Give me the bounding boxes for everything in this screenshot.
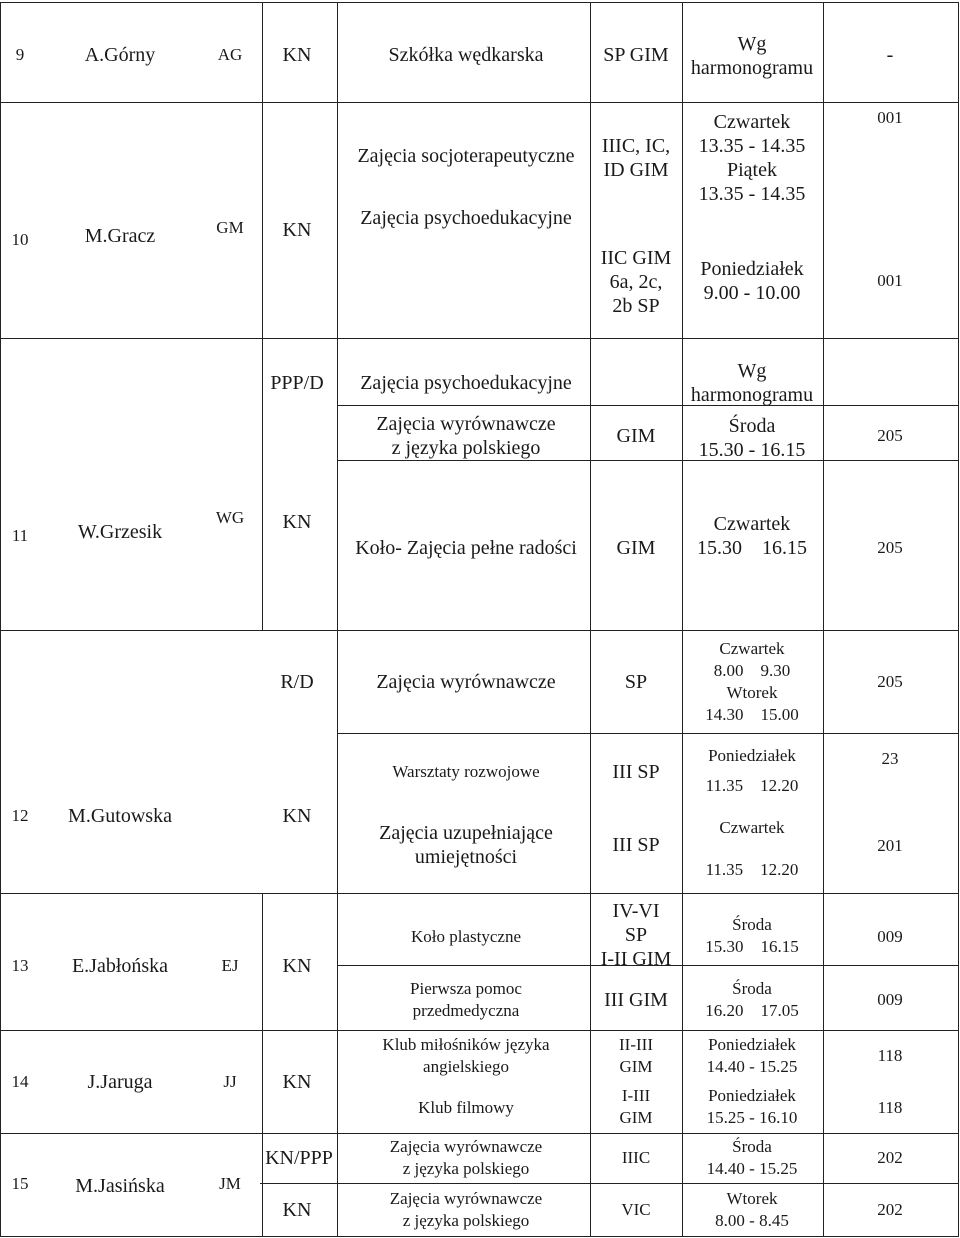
time-line: Środa xyxy=(728,415,776,437)
activity-line: z języka polskiego xyxy=(391,437,541,459)
time-line: 16.20 17.05 xyxy=(705,1001,799,1020)
activity-name xyxy=(379,821,553,869)
time-line: Poniedziałek xyxy=(708,1035,796,1054)
activity-name: Klub filmowy xyxy=(418,1098,514,1117)
activity-name: Zajęcia psychoedukacyjne xyxy=(360,207,572,229)
room-number: - xyxy=(886,44,894,66)
activity-group xyxy=(619,1034,653,1078)
time-line: 13.35 - 14.35 xyxy=(698,135,806,157)
time-line: Wtorek xyxy=(726,1189,778,1208)
time-line: harmonogramu xyxy=(690,384,814,406)
group-line: 2b SP xyxy=(612,295,660,317)
activity-line: Zajęcia wyrównawcze xyxy=(389,1189,543,1208)
time-line: Środa xyxy=(732,1137,772,1156)
activity-time xyxy=(707,1034,798,1078)
activity-time xyxy=(715,1188,789,1232)
activity-type: KN xyxy=(282,511,312,533)
room-number: 009 xyxy=(877,927,903,946)
activity-time xyxy=(707,1085,798,1129)
time-line: 15.30 16.15 xyxy=(705,937,799,956)
time-line: 11.35 12.20 xyxy=(705,776,799,795)
activity-line: Klub miłośników języka xyxy=(382,1035,550,1054)
teacher-initials: AG xyxy=(217,45,243,64)
activity-group: GIM xyxy=(616,425,656,447)
teacher-initials: EJ xyxy=(221,956,239,975)
row-divider xyxy=(0,1133,958,1134)
activity-name: Koło- Zajęcia pełne radości xyxy=(355,537,577,559)
time-line: Poniedziałek xyxy=(700,258,804,280)
activity-name: Zajęcia socjoterapeutyczne xyxy=(357,145,575,167)
activity-time xyxy=(697,512,807,560)
activity-line: Zajęcia wyrównawcze xyxy=(389,1137,543,1156)
activity-group: III SP xyxy=(612,834,660,856)
cell-divider xyxy=(337,460,958,461)
activity-name xyxy=(382,1034,549,1078)
cell-divider xyxy=(337,405,958,406)
activity-name: Szkółka wędkarska xyxy=(388,44,544,66)
col-divider xyxy=(958,2,959,1237)
activity-name xyxy=(410,978,522,1022)
teacher-name: W.Grzesik xyxy=(77,521,163,543)
time-line: Środa xyxy=(732,979,772,998)
activity-type: R/D xyxy=(280,671,314,693)
time-line: harmonogramu xyxy=(690,57,814,79)
activity-name: Zajęcia psychoedukacyjne xyxy=(360,372,572,394)
room-number: 001 xyxy=(877,108,903,127)
row-divider xyxy=(0,630,958,631)
teacher-name: J.Jaruga xyxy=(87,1071,153,1093)
time-line xyxy=(706,767,799,775)
col-divider xyxy=(0,2,1,1237)
activity-name: Koło plastyczne xyxy=(411,927,521,946)
room-number: 202 xyxy=(877,1200,903,1219)
teacher-initials: WG xyxy=(215,508,245,527)
activity-line: angielskiego xyxy=(423,1057,509,1076)
activity-line: umiejętności xyxy=(414,846,518,868)
room-number: 118 xyxy=(877,1046,903,1065)
time-line xyxy=(706,839,799,859)
time-line: 14.30 15.00 xyxy=(705,705,799,724)
activity-type: KN xyxy=(282,805,312,827)
group-line: GIM xyxy=(619,1108,653,1127)
activity-type: PPP/D xyxy=(270,372,324,394)
activity-time xyxy=(691,32,813,80)
activity-group xyxy=(619,1085,652,1129)
row-number: 10 xyxy=(11,230,29,249)
row-number: 14 xyxy=(11,1072,29,1091)
teacher-name: M.Gracz xyxy=(84,225,156,247)
activity-time xyxy=(707,1136,798,1180)
activity-time xyxy=(699,110,806,206)
activity-name: Warsztaty rozwojowe xyxy=(392,762,540,781)
row-number: 9 xyxy=(15,45,25,64)
row-divider xyxy=(0,338,958,339)
group-line: I-III xyxy=(621,1086,651,1105)
teacher-name: E.Jabłońska xyxy=(71,955,169,977)
row-divider xyxy=(0,2,958,3)
row-divider xyxy=(0,1030,958,1031)
col-divider xyxy=(337,2,338,1237)
time-line: Czwartek xyxy=(719,818,785,837)
time-line: Czwartek xyxy=(719,639,785,658)
activity-name xyxy=(390,1188,542,1232)
activity-time xyxy=(705,914,799,958)
row-divider xyxy=(0,893,958,894)
col-divider xyxy=(682,2,683,1237)
time-line: 15.30 16.15 xyxy=(697,537,807,559)
activity-group: III GIM xyxy=(604,989,668,1011)
activity-time xyxy=(706,745,799,797)
group-line: GIM xyxy=(619,1057,653,1076)
time-line: Czwartek xyxy=(713,111,791,133)
activity-line: z języka polskiego xyxy=(402,1211,530,1230)
cell-divider xyxy=(337,733,958,734)
time-line: 14.40 - 15.25 xyxy=(706,1159,798,1178)
room-number: 201 xyxy=(877,836,903,855)
activity-type: KN xyxy=(282,955,312,977)
activity-group: III SP xyxy=(612,761,660,783)
row-number: 11 xyxy=(11,526,29,545)
time-line: 8.00 - 8.45 xyxy=(715,1211,789,1230)
activity-time xyxy=(699,414,806,462)
group-line: IIC GIM xyxy=(600,247,672,269)
activity-group xyxy=(602,134,670,182)
activity-group xyxy=(601,899,672,971)
time-line: Poniedziałek xyxy=(708,1086,796,1105)
activity-time xyxy=(705,638,799,726)
activity-line: Pierwsza pomoc xyxy=(410,979,522,998)
activity-type: KN xyxy=(282,219,312,241)
group-line: IIIC, IC, xyxy=(601,135,671,157)
activity-group: SP xyxy=(624,671,648,693)
teacher-initials: GM xyxy=(216,218,244,237)
room-number: 23 xyxy=(881,749,899,768)
activity-type: KN/PPP xyxy=(265,1147,333,1169)
row-number: 15 xyxy=(11,1174,29,1193)
group-line: ID GIM xyxy=(603,159,669,181)
row-number: 13 xyxy=(11,956,29,975)
teacher-name: M.Jasińska xyxy=(75,1175,165,1197)
activity-line: Zajęcia wyrównawcze xyxy=(376,413,556,435)
activity-group xyxy=(601,246,672,318)
activity-type: KN xyxy=(282,1199,312,1221)
time-line: 11.35 12.20 xyxy=(705,860,799,879)
group-line: I-II GIM xyxy=(600,948,672,970)
col-divider xyxy=(590,2,591,1237)
teacher-initials: JM xyxy=(219,1174,241,1193)
time-line: 8.00 9.30 xyxy=(713,661,791,680)
room-number: 118 xyxy=(877,1098,903,1117)
time-line: Wg xyxy=(737,360,767,382)
room-number: 009 xyxy=(877,990,903,1009)
teacher-name: A.Górny xyxy=(84,44,156,66)
col-divider xyxy=(262,893,263,1237)
room-number: 205 xyxy=(877,426,903,445)
room-number: 202 xyxy=(877,1148,903,1167)
time-line: Piątek xyxy=(726,159,777,181)
room-number: 001 xyxy=(877,271,903,290)
activity-group: IIIC xyxy=(621,1148,651,1167)
group-line: 6a, 2c, xyxy=(609,271,663,293)
time-line: Wtorek xyxy=(726,683,778,702)
teacher-initials: JJ xyxy=(223,1072,237,1091)
activity-time xyxy=(691,359,813,407)
time-line: 15.25 - 16.10 xyxy=(706,1108,798,1127)
time-line: Wg xyxy=(737,33,767,55)
activity-time xyxy=(705,978,799,1022)
activity-name xyxy=(390,1136,542,1180)
cell-divider xyxy=(260,1183,958,1184)
row-divider xyxy=(0,102,958,103)
time-line: 13.35 - 14.35 xyxy=(698,183,806,205)
activity-group: GIM xyxy=(616,537,656,559)
activity-type: KN xyxy=(282,1071,312,1093)
group-line: SP xyxy=(624,924,648,946)
time-line: 14.40 - 15.25 xyxy=(706,1057,798,1076)
group-line: II-III xyxy=(619,1035,653,1054)
group-line: IV-VI xyxy=(612,900,660,922)
activity-name: Zajęcia wyrównawcze xyxy=(376,671,556,693)
col-divider xyxy=(262,2,263,630)
activity-group: SP GIM xyxy=(603,44,669,66)
activity-type: KN xyxy=(282,44,312,66)
activity-line: przedmedyczna xyxy=(412,1001,520,1020)
time-line: 9.00 - 10.00 xyxy=(703,282,801,304)
time-line: 15.30 - 16.15 xyxy=(698,439,806,461)
time-line: Środa xyxy=(732,915,772,934)
time-line: Czwartek xyxy=(713,513,791,535)
time-line: Poniedziałek xyxy=(708,746,796,765)
activity-name xyxy=(376,412,555,460)
activity-time xyxy=(706,817,799,881)
teacher-name: M.Gutowska xyxy=(68,805,172,827)
activity-group: VIC xyxy=(621,1200,651,1219)
room-number: 205 xyxy=(877,672,903,691)
col-divider xyxy=(823,2,824,1237)
room-number: 205 xyxy=(877,538,903,557)
row-divider xyxy=(0,1236,958,1237)
activity-line: z języka polskiego xyxy=(402,1159,530,1178)
row-number: 12 xyxy=(11,806,29,825)
activity-line: Zajęcia uzupełniające xyxy=(379,822,553,844)
activity-time xyxy=(700,257,803,305)
